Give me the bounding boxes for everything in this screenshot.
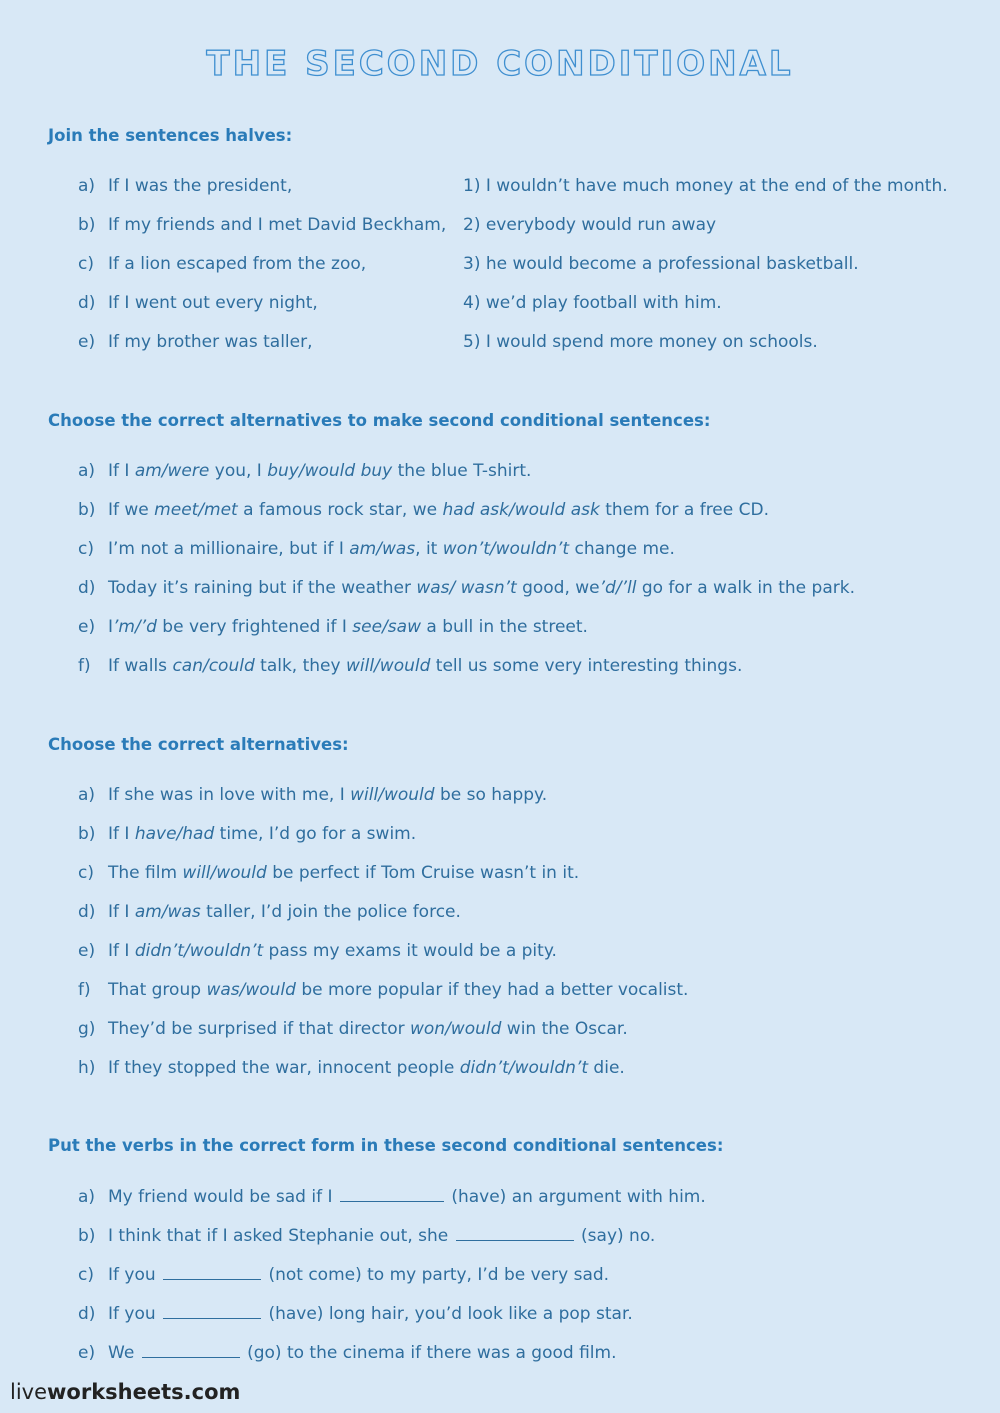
alternative-choice[interactable]: was/ wasn’t [416, 578, 517, 598]
answer-blank[interactable] [163, 1263, 261, 1280]
fill-blank-item [78, 1302, 633, 1324]
sentence-text: I think that if I asked Stephanie out, she [108, 1226, 454, 1246]
sentence-item [78, 656, 742, 676]
sentence-text: be so happy. [434, 785, 548, 805]
join-right-item: 2) everybody would run away [463, 215, 717, 235]
section-heading-join: Join the sentences halves: [48, 126, 293, 145]
alternative-choice[interactable]: ’m/’d [113, 617, 157, 637]
join-left-item [78, 332, 313, 352]
item-letter: d) [78, 293, 96, 313]
sentence-text: (have) an argument with him. [445, 1187, 706, 1207]
alternative-choice[interactable]: didn’t/wouldn’t [459, 1058, 589, 1078]
item-letter: d) [78, 1304, 96, 1324]
sentence-text: If they stopped the war, innocent people [108, 1058, 460, 1078]
alternative-choice[interactable]: will/would [350, 785, 435, 805]
item-letter: f) [78, 656, 91, 676]
alternative-choice[interactable]: am/was [349, 539, 416, 559]
sentence-text: you, I [209, 461, 268, 481]
sentence-text: change me. [569, 539, 675, 559]
section-heading-alternatives-second: Choose the correct alternatives to make second conditional sentences: [48, 411, 711, 430]
sentence-item [78, 863, 579, 883]
join-left-item [78, 215, 446, 235]
item-letter: a) [78, 461, 96, 481]
sentence-text: Today it’s raining but if the weather [108, 578, 417, 598]
join-left-item [78, 293, 318, 313]
sentence-item [78, 539, 675, 559]
item-letter: d) [78, 902, 96, 922]
join-left-item [78, 254, 366, 274]
page-title: THE SECOND CONDITIONAL [206, 44, 794, 84]
item-letter: f) [78, 980, 91, 1000]
sentence-text: a famous rock star, we [237, 500, 443, 520]
sentence-text: a bull in the street. [420, 617, 588, 637]
sentence-text: If you [108, 1265, 162, 1285]
sentence-text: I’m not a millionaire, but if I [108, 539, 350, 559]
sentence-item [78, 461, 531, 481]
sentence-text: (not come) to my party, I’d be very sad. [263, 1265, 610, 1285]
alternative-choice[interactable]: will/would [345, 656, 431, 676]
sentence-item [78, 578, 855, 598]
sentence-text: (go) to the cinema if there was a good film. [241, 1343, 617, 1363]
item-letter: b) [78, 500, 96, 520]
sentence-text: be very frightened if I [156, 617, 353, 637]
item-letter: a) [78, 1187, 96, 1207]
sentence-text: If I [108, 941, 135, 961]
answer-blank[interactable] [163, 1302, 261, 1319]
alternative-choice[interactable]: am/was [134, 902, 201, 922]
alternative-choice[interactable]: meet/met [154, 500, 238, 520]
item-letter: c) [78, 254, 94, 274]
item-letter: b) [78, 824, 96, 844]
sentence-text: If we [108, 500, 155, 520]
item-letter: c) [78, 863, 94, 883]
sentence-text: go for a walk in the park. [636, 578, 855, 598]
alternative-choice[interactable]: buy/would buy [267, 461, 393, 481]
sentence-item [78, 1019, 628, 1039]
join-right-item: 1) I wouldn’t have much money at the end of the month. [463, 176, 948, 196]
join-left-item [78, 176, 292, 196]
sentence-text: talk, they [254, 656, 346, 676]
sentence-text: I [108, 617, 114, 637]
alternative-choice[interactable]: won/would [410, 1019, 502, 1039]
sentence-text: be more popular if they had a better vocalist. [295, 980, 689, 1000]
item-letter: h) [78, 1058, 96, 1078]
fill-blank-item [78, 1224, 655, 1246]
sentence-text: The film [108, 863, 183, 883]
item-letter: g) [78, 1019, 96, 1039]
item-letter: c) [78, 539, 94, 559]
alternative-choice[interactable]: see/saw [352, 617, 421, 637]
alternative-choice[interactable]: had ask/would ask [442, 500, 600, 520]
sentence-text: If she was in love with me, I [108, 785, 351, 805]
sentence-text: If I [108, 461, 135, 481]
sentence-text: be perfect if Tom Cruise wasn’t in it. [266, 863, 580, 883]
item-text: If I went out every night, [108, 293, 318, 313]
item-letter: e) [78, 617, 96, 637]
sentence-text: tell us some very interesting things. [430, 656, 743, 676]
join-right-item: 4) we’d play football with him. [463, 293, 722, 313]
sentence-text: them for a free CD. [599, 500, 769, 520]
sentence-item [78, 902, 461, 922]
sentence-text: , it [415, 539, 443, 559]
item-letter: e) [78, 1343, 96, 1363]
sentence-item [78, 941, 557, 961]
sentence-text: If I [108, 902, 135, 922]
item-letter: a) [78, 176, 96, 196]
join-right-item: 3) he would become a professional basketball. [463, 254, 859, 274]
item-letter: e) [78, 941, 96, 961]
item-letter: c) [78, 1265, 94, 1285]
item-letter: e) [78, 332, 96, 352]
item-text: If my friends and I met David Beckham, [108, 215, 447, 235]
alternative-choice[interactable]: didn’t/wouldn’t [134, 941, 264, 961]
alternative-choice[interactable]: ’d/’ll [599, 578, 637, 598]
sentence-text: taller, I’d join the police force. [200, 902, 461, 922]
sentence-text: They’d be surprised if that director [108, 1019, 410, 1039]
section-heading-verbs: Put the verbs in the correct form in these second conditional sentences: [48, 1136, 724, 1155]
brand-logo: liveworksheets.com [10, 1380, 241, 1404]
item-text: If my brother was taller, [108, 332, 313, 352]
item-letter: a) [78, 785, 96, 805]
sentence-text: (have) long hair, you’d look like a pop star. [263, 1304, 633, 1324]
sentence-text: If walls [108, 656, 173, 676]
section-heading-alternatives: Choose the correct alternatives: [48, 735, 349, 754]
sentence-text: good, we [516, 578, 600, 598]
sentence-item [78, 1058, 625, 1078]
sentence-text: the blue T-shirt. [392, 461, 532, 481]
sentence-item [78, 824, 416, 844]
sentence-item [78, 785, 547, 805]
sentence-item [78, 617, 588, 637]
alternative-choice[interactable]: won’t/wouldn’t [442, 539, 570, 559]
alternative-choice[interactable]: was/would [206, 980, 296, 1000]
fill-blank-item [78, 1341, 616, 1363]
alternative-choice[interactable]: am/were [134, 461, 210, 481]
sentence-text: win the Oscar. [501, 1019, 628, 1039]
item-letter: d) [78, 578, 96, 598]
join-right-item: 5) I would spend more money on schools. [463, 332, 818, 352]
item-text: If a lion escaped from the zoo, [108, 254, 367, 274]
fill-blank-item [78, 1185, 706, 1207]
answer-blank[interactable] [142, 1341, 240, 1358]
item-letter: b) [78, 1226, 96, 1246]
sentence-item [78, 500, 769, 520]
sentence-text: My friend would be sad if I [108, 1187, 338, 1207]
sentence-item [78, 980, 688, 1000]
sentence-text: pass my exams it would be a pity. [263, 941, 557, 961]
answer-blank[interactable] [340, 1185, 444, 1202]
alternative-choice[interactable]: can/could [172, 656, 255, 676]
sentence-text: If I [108, 824, 135, 844]
sentence-text: If you [108, 1304, 162, 1324]
sentence-text: time, I’d go for a swim. [214, 824, 417, 844]
item-text: If I was the president, [108, 176, 293, 196]
sentence-text: That group [108, 980, 207, 1000]
answer-blank[interactable] [456, 1224, 574, 1241]
sentence-text: We [108, 1343, 140, 1363]
sentence-text: (say) no. [575, 1226, 656, 1246]
alternative-choice[interactable]: will/would [182, 863, 267, 883]
fill-blank-item [78, 1263, 609, 1285]
alternative-choice[interactable]: have/had [134, 824, 215, 844]
item-letter: b) [78, 215, 96, 235]
sentence-text: die. [588, 1058, 625, 1078]
